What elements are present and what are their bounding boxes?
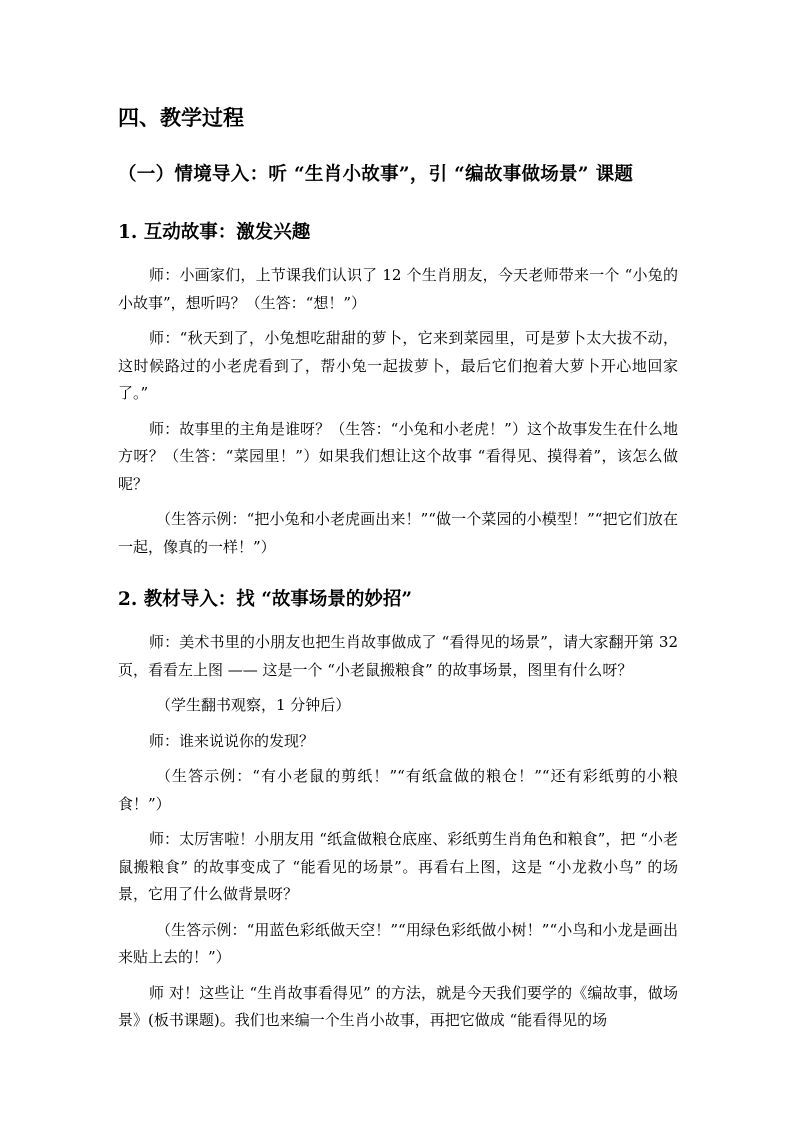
part1-heading: 1. 互动故事：激发兴趣 xyxy=(118,222,311,243)
paragraph: （学生翻书观察，1 分钟后） xyxy=(156,696,351,714)
paragraph: 师：美术书里的小朋友也把生肖故事做成了 “看得见的场景”，请大家翻开第 32 页，看看左上图 —— 这是一个 “小老鼠搬粮食” 的故事场景，图里有什么呀？ xyxy=(118,633,678,679)
paragraph: 师：谁来说说你的发现？ xyxy=(149,731,315,750)
document-body xyxy=(118,103,678,1035)
subsection-title: （一）情境导入：听 “生肖小故事”，引 “编故事做场景” 课题 xyxy=(118,164,634,185)
paragraph: （生答示例：“有小老鼠的剪纸！”“有纸盒做的粮仓！”“还有彩纸剪的小粮食！”） xyxy=(118,767,678,813)
paragraph: 师：太厉害啦！小朋友用 “纸盒做粮仓底座、彩纸剪生肖角色和粮食”，把 “小老鼠搬粮食” 的故事变成了 “能看见的场景”。再看右上图，这是 “小龙救小鸟” 的场景，它用了什么做背景呀？ xyxy=(118,830,678,903)
paragraph: （生答示例：“用蓝色彩纸做天空！”“用绿色彩纸做小树！”“小鸟和小龙是画出来贴上去的！”） xyxy=(118,920,678,966)
part2-heading: 2. 教材导入：找 “故事场景的妙招” xyxy=(118,589,412,610)
paragraph: （生答示例：“把小兔和小老虎画出来！”“做一个菜园的小模型！”“把它们放在一起，像真的一样！”） xyxy=(118,510,678,556)
paragraph: 师 对！这些让 “生肖故事看得见” 的方法，就是今天我们要学的《编故事，做场景》(板书课题)。我们也来编一个生肖小故事，再把它做成 “能看得见的场 xyxy=(118,983,678,1029)
paragraph: 师：“秋天到了，小兔想吃甜甜的萝卜，它来到菜园里，可是萝卜太大拔不动，这时候路过的小老虎看到了，帮小兔一起拔萝卜，最后它们抱着大萝卜开心地回家了。” xyxy=(118,329,678,402)
paragraph: 师：故事里的主角是谁呀？（生答：“小兔和小老虎！”）这个故事发生在什么地方呀？（生答：“菜园里！”）如果我们想让这个故事 “看得见、摸得着”，该怎么做呢？ xyxy=(118,419,678,493)
section-title: 四、教学过程 xyxy=(118,105,244,130)
paragraph: 师：小画家们，上节课我们认识了 12 个生肖朋友，今天老师带来一个 “小兔的小故事”，想听吗？（生答：“想！”） xyxy=(118,266,678,312)
